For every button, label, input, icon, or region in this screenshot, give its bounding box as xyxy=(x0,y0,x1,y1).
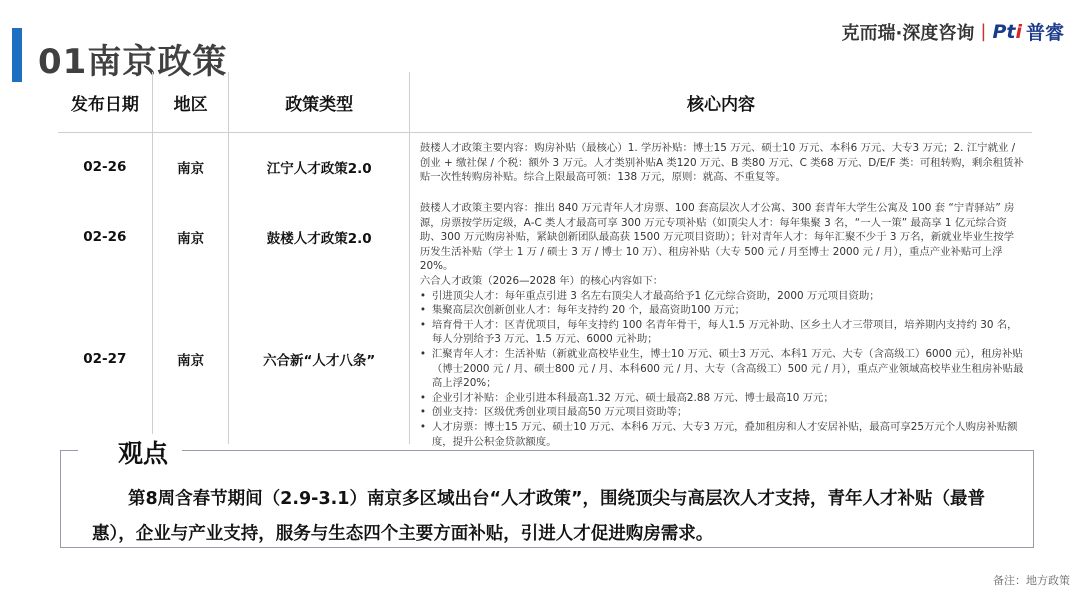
list-item: • 人才房票：博士15 万元、硕士10 万元、本科6 万元、大专3 万元，叠加租房和人才安居补贴，最高可享25万元个人购房补贴额度，提升公积金贷款额度。 xyxy=(420,420,1024,449)
logo xyxy=(992,18,1064,45)
list-item: • 企业引才补贴：企业引进本科最高1.32 万元、硕士最高2.88 万元、博士最高10 万元； xyxy=(420,391,1024,406)
table-header xyxy=(58,72,1032,133)
cell-area: 南京 xyxy=(153,200,230,274)
list-item: • 汇聚青年人才：生活补贴（新就业高校毕业生，博士10 万元、硕士3 万元、本科1 万元、大专（含高级工）6000 元），租房补贴（博士2000 元 / 月、硕士800 元 / 月、本科600 元 / 月、大专（含高级工）500 元 / 月），重点产业领域高校毕业生租房补贴最高上浮20%； xyxy=(420,347,1024,391)
viewpoint-text: 第8周含春节期间（2.9-3.1）南京多区域出台“人才政策”，围绕顶尖与高层次人才支持，青年人才补贴（最普惠），企业与产业支持，服务与生态四个主要方面补贴，引进人才促进购房需求。 xyxy=(92,489,985,544)
cell-policy-type: 鼓楼人才政策2.0 xyxy=(229,200,409,274)
cell-policy-type: 六合新“人才八条” xyxy=(229,274,409,444)
cell-date: 02-27 xyxy=(58,274,153,444)
header-content: 核心内容 xyxy=(686,94,755,115)
header-policy-type: 政策类型 xyxy=(229,72,409,132)
brand-text: 克而瑞·深度咨询 xyxy=(841,22,975,44)
policy-table xyxy=(58,72,1032,448)
table-row xyxy=(58,133,1032,200)
cell-date: 02-26 xyxy=(58,200,153,274)
page-title: 01南京政策 xyxy=(38,42,228,82)
title-accent-bar xyxy=(12,28,22,82)
logo-text: 普睿 xyxy=(1025,22,1064,44)
cell-area: 南京 xyxy=(153,274,230,444)
cell-policy-type: 江宁人才政策2.0 xyxy=(229,133,409,200)
list-item: • 培育骨干人才：区青优项目，每年支持约 100 名青年骨干，每人1.5 万元补助、区乡土人才三带项目，培养期内支持约 30 名，每人分别给予3 万元、1.5 万元、6000 元补助； xyxy=(420,318,1024,347)
header-date: 发布日期 xyxy=(58,72,153,132)
header-area: 地区 xyxy=(153,72,230,132)
list-item: • 集聚高层次创新创业人才：每年支持约 20 个，最高资助100 万元； xyxy=(420,303,1024,318)
cell-area: 南京 xyxy=(153,133,230,200)
cell-content: 鼓楼人才政策主要内容：推出 840 万元青年人才房票、100 套高层次人才公寓、300 套青年大学生公寓及 100 套 “宁青驿站” 房源，房票按学历定级，A-C 类人才最高可享 300 万元专项补贴（如顶尖人才：每年集聚 3 名，“一人一策” 最高享 1 亿元综合资助、300 万元购房补贴，紧缺创新团队最高获 1500 万元项目资助）；针对青年人才：每年汇聚不少于 3 万名，新就业毕业生按学历发生活补贴（学士 1 万 / 硕士 3 万 / 博士 10 万）、租房补贴（大专 500 元 / 月至博士 2000 元 / 月），重点产业补贴可上浮 20%。 xyxy=(419,202,1015,273)
viewpoint-label: 观点 xyxy=(78,434,182,470)
content-bullet-list xyxy=(420,289,1024,450)
cell-date: 02-26 xyxy=(58,133,153,200)
cell-content: 鼓楼人才政策主要内容：购房补贴（最核心）1. 学历补贴：博士15 万元、硕士10 万元、本科6 万元、大专3 万元；2. 江宁就业 / 创业 + 缴社保 / 个税：额外 3 万元。人才类别补贴A 类120 万元、B 类80 万元、C 类68 万元、D/E/F 类：可租转购，剩余租赁补贴一次性转购房补贴。综合上限最高可领：138 万元，原则：就高、不重复等。 xyxy=(419,142,1024,184)
content-intro: 六合人才政策（2026—2028 年）的核心内容如下： xyxy=(419,275,664,287)
table-row xyxy=(58,274,1032,448)
brand-separator: | xyxy=(980,21,987,42)
list-item: • 创业支持：区级优秀创业项目最高50 万元项目资助等； xyxy=(420,405,1024,420)
cell-content xyxy=(410,274,1032,448)
table-row xyxy=(58,200,1032,274)
list-item: • 引进顶尖人才：每年重点引进 3 名左右顶尖人才最高给予1 亿元综合资助，2000 万元项目资助； xyxy=(420,289,1024,304)
footnote: 备注：地方政策 xyxy=(993,574,1070,587)
table-body xyxy=(58,133,1032,448)
logo-mark: Pti xyxy=(992,20,1022,43)
brand-header xyxy=(842,18,1064,45)
